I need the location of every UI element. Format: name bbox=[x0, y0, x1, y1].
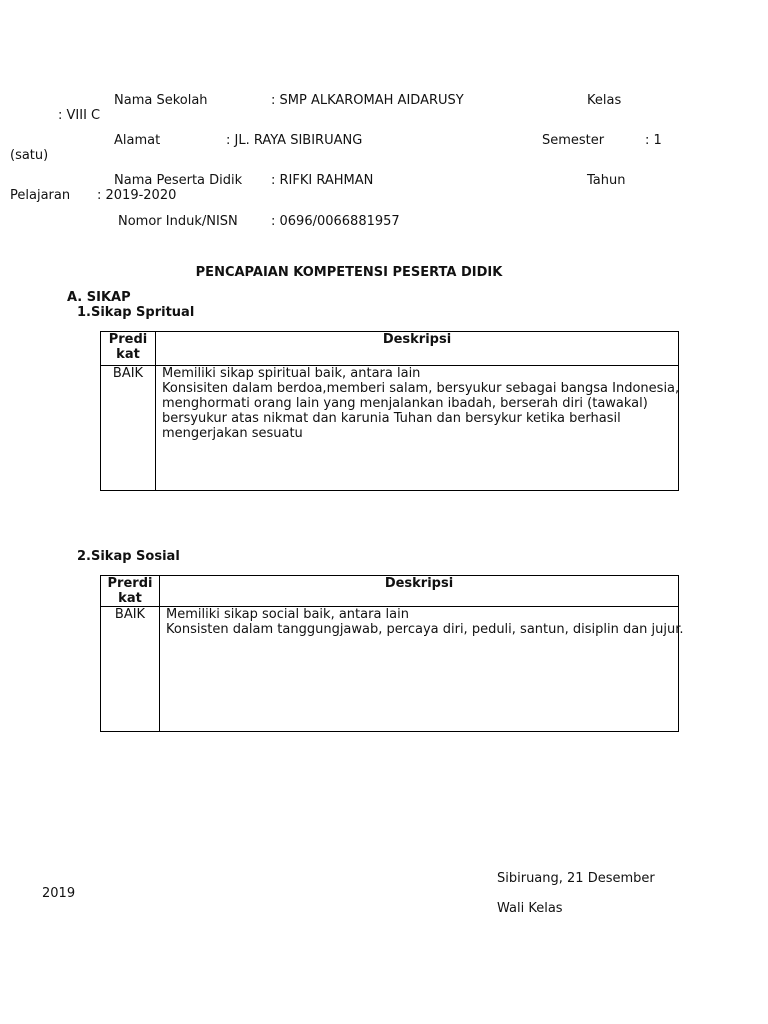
sosial-predikat-value: BAIK bbox=[101, 607, 160, 732]
semester-wrap: (satu) bbox=[10, 148, 49, 163]
sosial-desc-line: Memiliki sikap social baik, antara lain bbox=[166, 607, 409, 622]
nisn-label: Nomor Induk/NISN bbox=[118, 214, 238, 229]
signature-role: Wali Kelas bbox=[497, 901, 563, 916]
sosial-heading: 2.Sikap Sosial bbox=[77, 549, 180, 564]
spiritual-predikat-header-line2: kat bbox=[116, 347, 140, 362]
class-label: Kelas bbox=[587, 93, 622, 108]
spiritual-table bbox=[100, 331, 679, 491]
sosial-table bbox=[100, 575, 684, 732]
year-value: : 2019-2020 bbox=[97, 188, 177, 203]
semester-label: Semester bbox=[542, 133, 605, 148]
address-value: : JL. RAYA SIBIRUANG bbox=[226, 133, 363, 148]
year-label: Tahun bbox=[587, 173, 626, 188]
student-label: Nama Peserta Didik bbox=[114, 173, 243, 188]
spiritual-predikat-value: BAIK bbox=[101, 366, 156, 491]
sosial-predikat-header bbox=[101, 576, 160, 607]
nisn-value: : 0696/0066881957 bbox=[271, 214, 400, 229]
sosial-predikat-header-line2: kat bbox=[118, 591, 142, 606]
spiritual-desc-line: Memiliki sikap spiritual baik, antara lain bbox=[162, 366, 421, 381]
spiritual-desc-line: mengerjakan sesuatu bbox=[162, 426, 303, 441]
spiritual-predikat-header-line1: Predi bbox=[108, 332, 148, 347]
spiritual-heading: 1.Sikap Spritual bbox=[77, 305, 195, 320]
class-value: : VIII C bbox=[58, 108, 101, 123]
spiritual-description bbox=[156, 366, 679, 491]
student-value: : RIFKI RAHMAN bbox=[271, 173, 374, 188]
spiritual-deskripsi-header: Deskripsi bbox=[156, 332, 679, 366]
page-title: PENCAPAIAN KOMPETENSI PESERTA DIDIK bbox=[195, 265, 503, 280]
sosial-desc-line: Konsisten dalam tanggungjawab, percaya diri, peduli, santun, disiplin dan jujur. bbox=[166, 622, 684, 637]
spiritual-desc-line: menghormati orang lain yang menjalankan ibadah, berserah diri (tawakal) bbox=[162, 396, 648, 411]
semester-value: : 1 bbox=[645, 133, 662, 148]
sosial-predikat-header-line1: Prerdi bbox=[107, 576, 153, 591]
address-label: Alamat bbox=[114, 133, 161, 148]
school-label: Nama Sekolah bbox=[114, 93, 208, 108]
sosial-description bbox=[160, 607, 684, 732]
place-date: Sibiruang, 21 Desember bbox=[497, 871, 655, 886]
year-label-wrap: Pelajaran bbox=[10, 188, 71, 203]
school-value: : SMP ALKAROMAH AIDARUSY bbox=[271, 93, 464, 108]
spiritual-desc-line: bersyukur atas nikmat dan karunia Tuhan dan bersykur ketika berhasil bbox=[162, 411, 621, 426]
section-heading: A. SIKAP bbox=[67, 290, 131, 305]
sosial-deskripsi-header: Deskripsi bbox=[160, 576, 679, 607]
spiritual-predikat-header bbox=[101, 332, 156, 366]
spiritual-desc-line: Konsisiten dalam berdoa,memberi salam, bersyukur sebagai bangsa Indonesia, bbox=[162, 381, 680, 396]
date-year-wrap: 2019 bbox=[42, 886, 76, 901]
